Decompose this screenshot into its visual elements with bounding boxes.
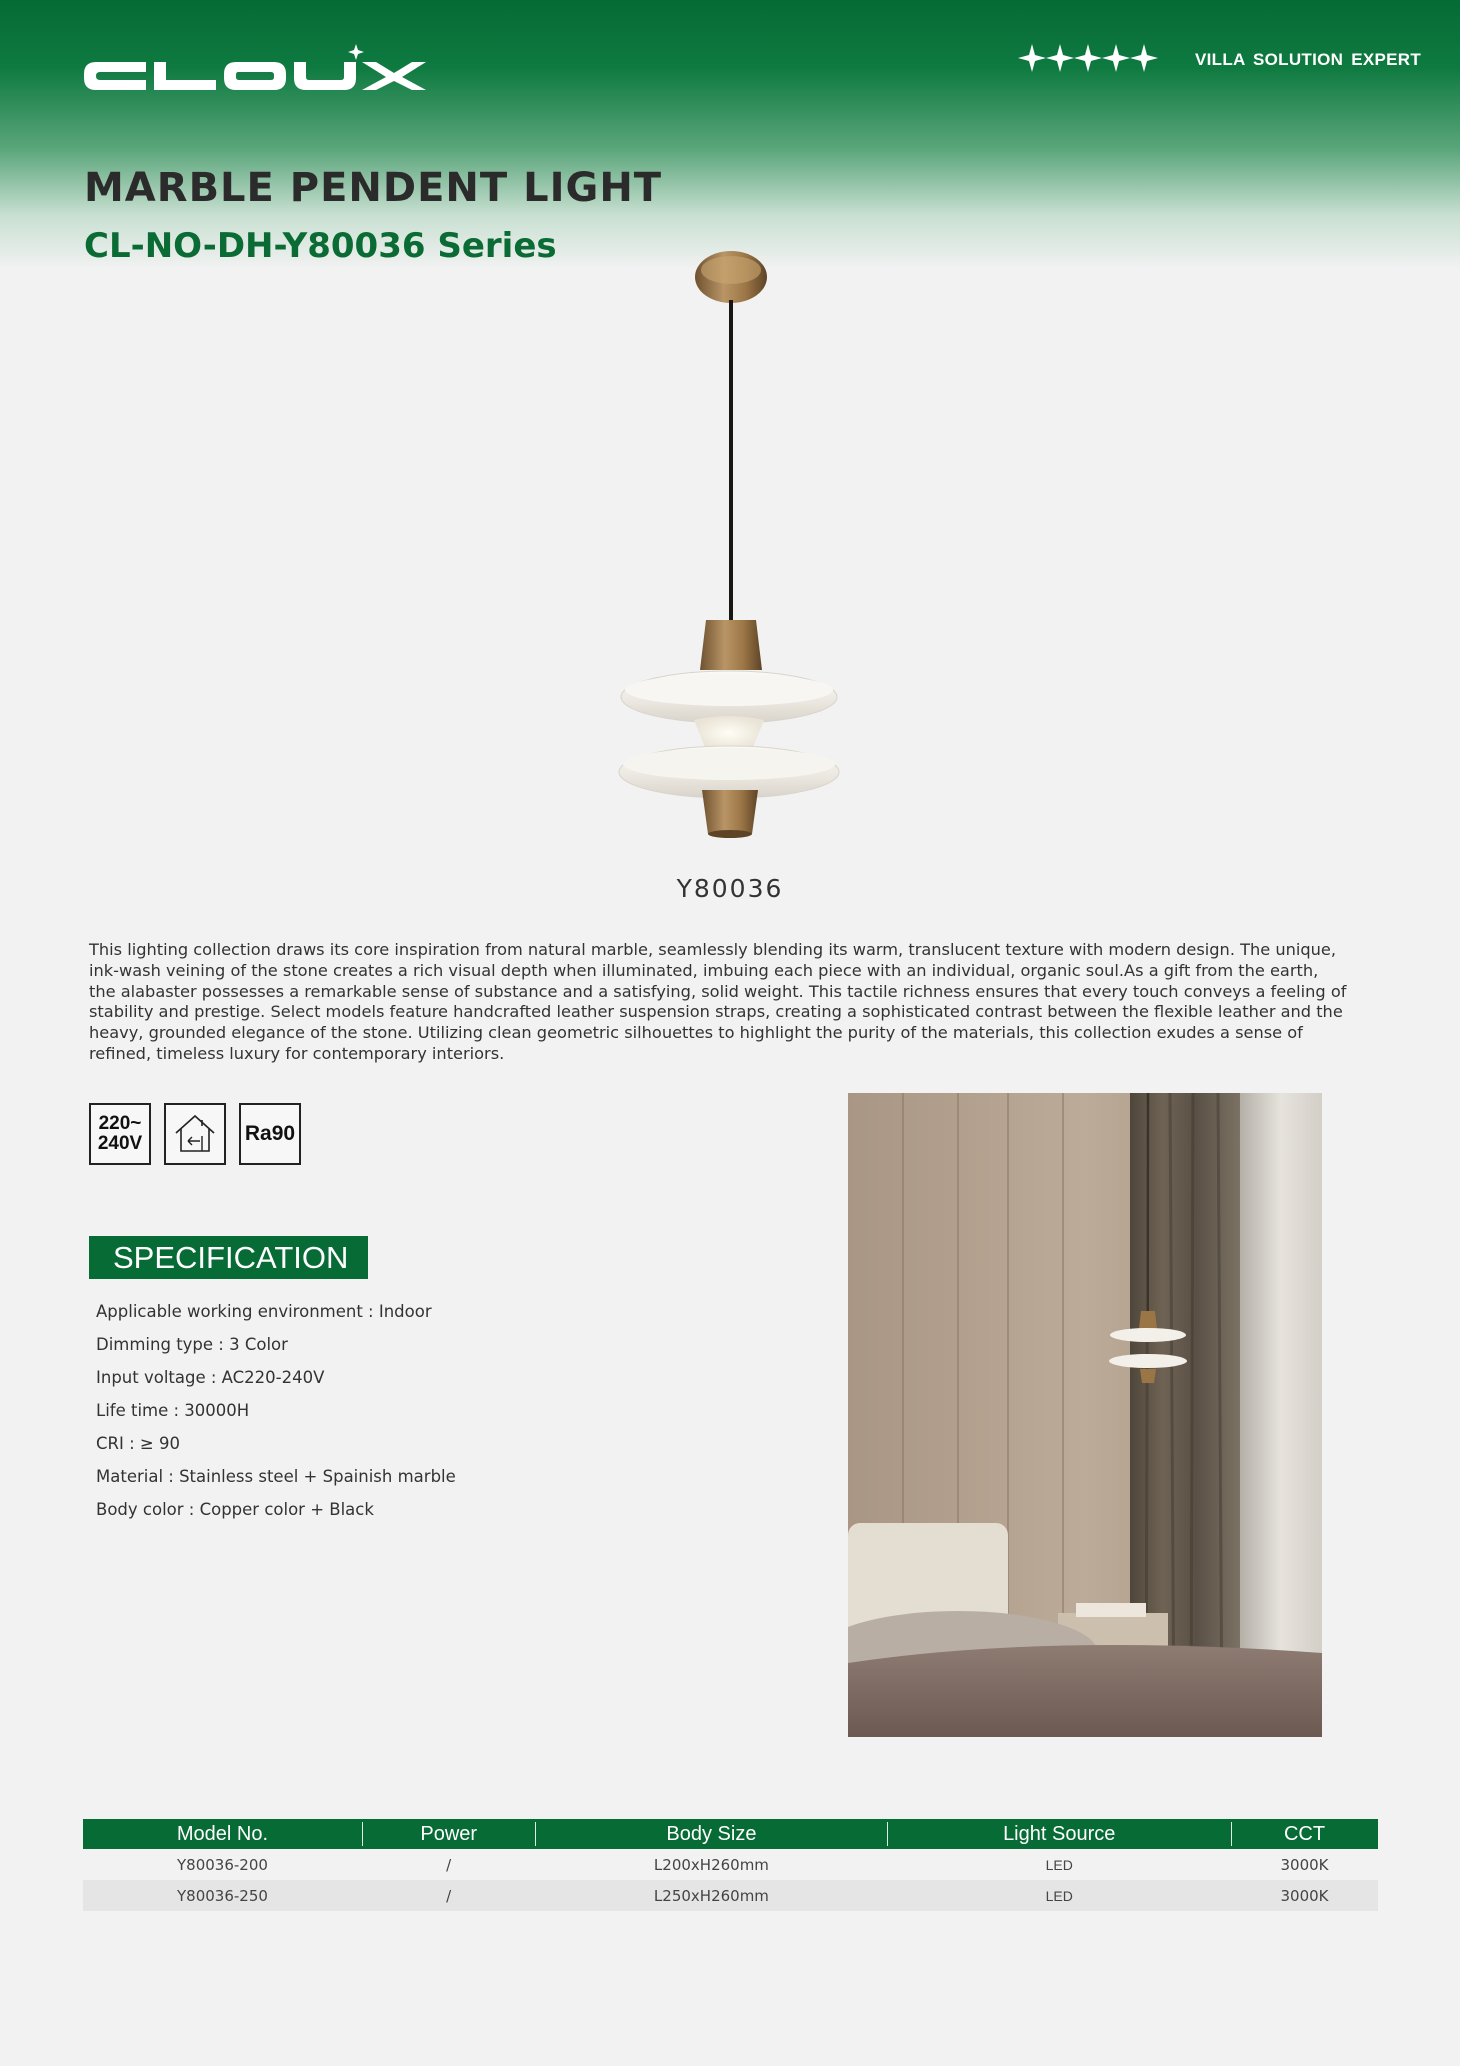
series-subtitle: CL-NO-DH-Y80036 Series bbox=[84, 226, 557, 266]
cell-power: / bbox=[362, 1880, 536, 1911]
spec-item: CRI : ≥ 90 bbox=[96, 1434, 180, 1453]
page-title: MARBLE PENDENT LIGHT bbox=[84, 165, 663, 211]
room-scene-photo bbox=[848, 1093, 1322, 1737]
cell-light-source: LED bbox=[1045, 1856, 1073, 1873]
table-header-row bbox=[83, 1819, 1378, 1849]
cell-body-size: L250xH260mm bbox=[535, 1880, 887, 1911]
col-power: Power bbox=[362, 1819, 536, 1849]
cell-model: Y80036-200 bbox=[177, 1855, 268, 1874]
brand-tagline: VILLA SOLUTION EXPERT bbox=[1195, 50, 1422, 69]
indoor-house-icon bbox=[172, 1111, 218, 1157]
cell-body-size: L200xH260mm bbox=[653, 1855, 769, 1874]
table-row bbox=[83, 1849, 1378, 1880]
model-table bbox=[83, 1819, 1378, 1911]
feature-badges bbox=[89, 1103, 301, 1165]
cell-cct: 3000K bbox=[1231, 1880, 1378, 1911]
col-model: Model No. bbox=[83, 1819, 362, 1849]
indoor-badge bbox=[164, 1103, 226, 1165]
pendant-light-image bbox=[590, 250, 850, 850]
spec-item: Applicable working environment : Indoor bbox=[96, 1302, 432, 1321]
product-description: This lighting collection draws its core inspiration from natural marble, seamlessly blending its warm, translucent texture with modern design. The unique, ink-wash veining of the stone creates a rich visual depth when illuminated, imbuing each piece with an individual, organic soul.As a gift from the earth, the alabaster possesses a remarkable sense of substance and a satisfying, solid weight. This tactile richness ensures that every touch conveys a feeling of stability and prestige. Select models feature handcrafted leather suspension straps, creating a sophisticated contrast between the flexible leather and the heavy, grounded elegance of the stone. Utilizing clean geometric silhouettes to highlight the purity of the materials, this collection exudes a sense of refined, timeless luxury for contemporary interiors. bbox=[89, 940, 1347, 1063]
cell-power: / bbox=[446, 1855, 452, 1874]
cell-model: Y80036-250 bbox=[83, 1880, 362, 1911]
col-body-size: Body Size bbox=[535, 1819, 887, 1849]
col-light-source: Light Source bbox=[887, 1819, 1231, 1849]
spec-item: Input voltage : AC220-240V bbox=[96, 1368, 325, 1387]
cri-badge: Ra90 bbox=[239, 1103, 301, 1165]
cell-light-source: LED bbox=[887, 1880, 1231, 1911]
spec-item: Dimming type : 3 Color bbox=[96, 1335, 288, 1354]
spec-item: Material : Stainless steel + Spainish marble bbox=[96, 1467, 456, 1486]
brand-logo bbox=[84, 42, 434, 104]
specification-heading: SPECIFICATION bbox=[89, 1236, 368, 1279]
specification-list bbox=[96, 1302, 456, 1533]
spec-item: Life time : 30000H bbox=[96, 1401, 250, 1420]
voltage-badge: 220~ 240V bbox=[89, 1103, 151, 1165]
spec-item: Body color : Copper color + Black bbox=[96, 1500, 374, 1519]
cell-cct: 3000K bbox=[1280, 1855, 1329, 1874]
model-caption: Y80036 bbox=[676, 874, 784, 903]
rating-stars bbox=[1018, 36, 1160, 80]
table-row bbox=[83, 1880, 1378, 1911]
col-cct: CCT bbox=[1231, 1819, 1378, 1849]
